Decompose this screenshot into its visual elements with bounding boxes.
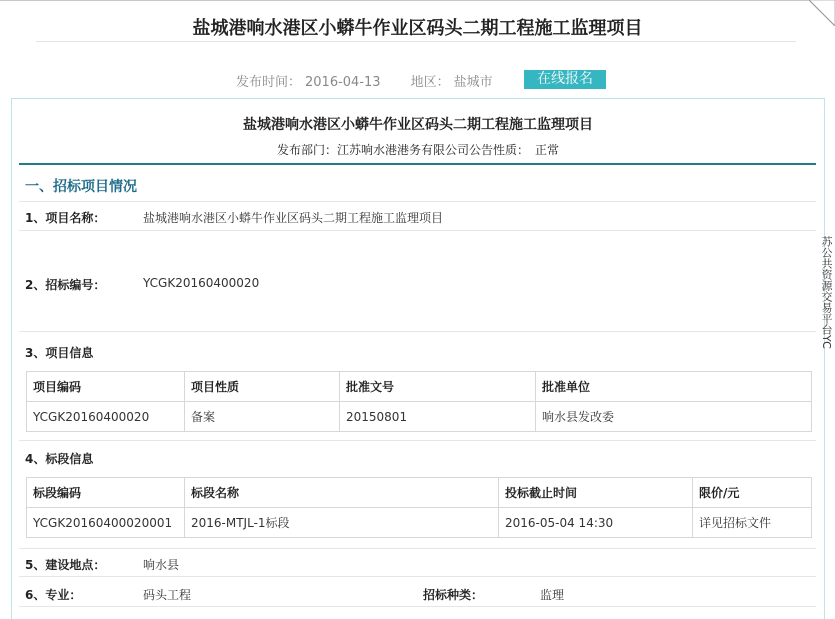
section-info-table — [26, 477, 812, 538]
publish-meta — [236, 71, 497, 90]
section-info-label: 4、标段信息 — [25, 452, 94, 466]
table-cell: 响水县发改委 — [536, 402, 812, 432]
table-header: 项目性质 — [185, 372, 340, 402]
table-row — [27, 402, 812, 432]
title-divider — [36, 41, 796, 42]
bid-type-value: 监理 — [540, 588, 565, 602]
table-cell: YCGK2016040002000​1 — [27, 508, 185, 538]
row-divider — [19, 201, 816, 202]
section-heading: 一、招标项目情况 — [25, 179, 137, 195]
table-header: 投标截止时间 — [499, 478, 693, 508]
row-divider — [19, 331, 816, 332]
notice-title: 盐城港响水港区小蟒牛作业区码头二期工程施工监理项目 — [243, 117, 593, 133]
notice-subtitle: 发布部门：江苏响水港港务有限公司公告性质： 正常 — [276, 143, 559, 157]
project-name-label: 1、项目名称： — [25, 211, 106, 225]
major-value: 码头工程 — [143, 588, 192, 602]
row-divider — [19, 230, 816, 231]
publish-label: 发布时间： — [236, 75, 302, 90]
table-cell: 2016-MTJL-1标段 — [185, 508, 499, 538]
window-top-border — [0, 0, 835, 1]
location-label: 5、建设地点： — [25, 558, 106, 572]
table-header-row — [27, 478, 812, 508]
table-header: 批准单位 — [536, 372, 812, 402]
project-info-table — [26, 371, 812, 432]
region-value: 盐城市 — [453, 75, 493, 90]
table-cell: 20150801 — [340, 402, 536, 432]
table-cell: 详见招标文件 — [693, 508, 812, 538]
table-header: 标段名称 — [185, 478, 499, 508]
table-header-row — [27, 372, 812, 402]
row-divider — [19, 606, 816, 607]
table-cell: 备案 — [185, 402, 340, 432]
table-header: 限价/元 — [693, 478, 812, 508]
row-divider — [19, 548, 816, 549]
table-header: 项目编码 — [27, 372, 185, 402]
region-label: 地区： — [410, 75, 450, 90]
table-header: 标段编码 — [27, 478, 185, 508]
major-label: 6、专业： — [25, 588, 82, 602]
side-snippet: 苏公共资源交易平台YC — [820, 236, 833, 349]
bid-no-value: YCGK20160400020 — [143, 276, 260, 290]
bid-type-label: 招标种类： — [423, 588, 484, 602]
apply-online-button[interactable]: 在线报名 — [524, 70, 606, 89]
table-header: 批准文号 — [340, 372, 536, 402]
notice-divider — [19, 163, 816, 165]
table-cell: 2016-05-04 14:30 — [499, 508, 693, 538]
row-divider — [19, 440, 816, 441]
publish-date: 2016-04-13 — [305, 75, 381, 90]
project-info-label: 3、项目信息 — [25, 346, 94, 360]
table-cell: YCGK20160400020 — [27, 402, 185, 432]
location-value: 响水县 — [143, 558, 180, 572]
table-row — [27, 508, 812, 538]
project-name-value: 盐城港响水港区小蟒牛作业区码头二期工程施工监理项目 — [143, 211, 444, 225]
row-divider — [19, 576, 816, 577]
page-title: 盐城港响水港区小蟒牛作业区码头二期工程施工监理项目 — [192, 18, 643, 39]
bid-no-label: 2、招标编号： — [25, 278, 106, 292]
notice-panel — [11, 98, 825, 619]
